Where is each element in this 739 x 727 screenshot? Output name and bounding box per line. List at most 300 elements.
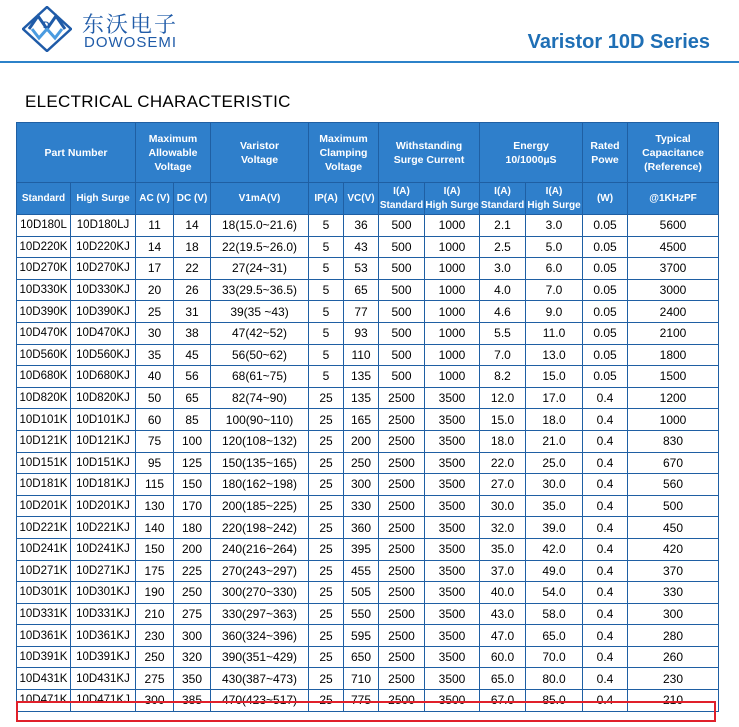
table-cell: 10D431KJ: [71, 668, 136, 690]
table-cell: 20: [136, 279, 174, 301]
table-cell: 49.0: [526, 560, 583, 582]
table-cell: 10D680KJ: [71, 366, 136, 388]
table-row: [17, 344, 719, 366]
table-cell: 3.0: [526, 215, 583, 237]
table-cell: 5600: [628, 215, 719, 237]
table-cell: 10D181KJ: [71, 474, 136, 496]
table-cell: 10D361K: [17, 625, 71, 647]
table-cell: 150: [174, 474, 211, 496]
table-body: [17, 215, 719, 712]
table-cell: 2500: [379, 603, 425, 625]
table-cell: 7.0: [526, 279, 583, 301]
table-cell: 10D390KJ: [71, 301, 136, 323]
table-cell: 180: [174, 517, 211, 539]
table-cell: 7.0: [480, 344, 526, 366]
table-cell: 47.0: [480, 625, 526, 647]
table-cell: 58.0: [526, 603, 583, 625]
table-cell: 0.4: [583, 646, 628, 668]
table-cell: 280: [628, 625, 719, 647]
table-cell: 450: [628, 517, 719, 539]
table-row: [17, 258, 719, 280]
table-cell: 60: [136, 409, 174, 431]
table-cell: 200: [174, 538, 211, 560]
subheader-vc: VC(V): [344, 183, 379, 215]
subheader-high-surge: High Surge: [71, 183, 136, 215]
subheader-energy-standard-unit: I(A): [494, 185, 511, 197]
table-cell: 32.0: [480, 517, 526, 539]
table-cell: 1200: [628, 387, 719, 409]
table-cell: 25: [309, 495, 344, 517]
subheader-surge-standard: [379, 183, 425, 215]
table-row: [17, 236, 719, 258]
table-cell: 135: [344, 366, 379, 388]
table-row: [17, 430, 719, 452]
table-cell: 22(19.5~26.0): [211, 236, 309, 258]
table-cell: 5.0: [526, 236, 583, 258]
table-cell: 3.0: [480, 258, 526, 280]
table-cell: 350: [174, 668, 211, 690]
table-cell: 500: [379, 366, 425, 388]
table-row: [17, 301, 719, 323]
table-cell: 0.4: [583, 409, 628, 431]
table-cell: 3500: [425, 603, 480, 625]
table-cell: 150(135~165): [211, 452, 309, 474]
table-cell: 25.0: [526, 452, 583, 474]
table-cell: 31: [174, 301, 211, 323]
table-cell: 3500: [425, 452, 480, 474]
table-cell: 10D201K: [17, 495, 71, 517]
table-cell: 25: [309, 690, 344, 712]
table-cell: 0.4: [583, 625, 628, 647]
table-cell: 10D331KJ: [71, 603, 136, 625]
header-surge-current: Withstanding Surge Current: [379, 123, 480, 183]
table-cell: 39.0: [526, 517, 583, 539]
table-cell: 10D151KJ: [71, 452, 136, 474]
brand-english-name: DOWOSEMI: [84, 34, 177, 51]
table-cell: 10D680K: [17, 366, 71, 388]
table-cell: 455: [344, 560, 379, 582]
table-cell: 275: [136, 668, 174, 690]
table-cell: 220(198~242): [211, 517, 309, 539]
table-cell: 6.0: [526, 258, 583, 280]
header-part-number: Part Number: [17, 123, 136, 183]
svg-text:D: D: [43, 20, 50, 30]
table-cell: 250: [174, 582, 211, 604]
table-cell: 10D270K: [17, 258, 71, 280]
table-cell: 25: [309, 474, 344, 496]
table-cell: 10D220K: [17, 236, 71, 258]
table-cell: 10D301KJ: [71, 582, 136, 604]
subheader-watts: (W): [583, 183, 628, 215]
table-cell: 47(42~52): [211, 322, 309, 344]
table-cell: 775: [344, 690, 379, 712]
table-cell: 100(90~110): [211, 409, 309, 431]
table-cell: 3500: [425, 668, 480, 690]
table-cell: 170: [174, 495, 211, 517]
table-cell: 2500: [379, 452, 425, 474]
table-cell: 25: [309, 582, 344, 604]
table-cell: 65.0: [526, 625, 583, 647]
table-row: [17, 668, 719, 690]
table-cell: 3500: [425, 474, 480, 496]
table-cell: 120(108~132): [211, 430, 309, 452]
table-cell: 40: [136, 366, 174, 388]
subheader-energy-high-label: High Surge: [527, 199, 581, 211]
table-cell: 2500: [379, 430, 425, 452]
table-cell: 10D121K: [17, 430, 71, 452]
table-cell: 9.0: [526, 301, 583, 323]
table-cell: 165: [344, 409, 379, 431]
table-cell: 21.0: [526, 430, 583, 452]
table-cell: 150: [136, 538, 174, 560]
table-cell: 37.0: [480, 560, 526, 582]
table-cell: 10D151K: [17, 452, 71, 474]
page-header: [0, 0, 739, 62]
table-cell: 25: [309, 538, 344, 560]
table-cell: 1000: [628, 409, 719, 431]
table-cell: 10D331K: [17, 603, 71, 625]
table-cell: 0.4: [583, 560, 628, 582]
table-cell: 10D270KJ: [71, 258, 136, 280]
table-cell: 25: [309, 560, 344, 582]
table-cell: 2500: [379, 668, 425, 690]
table-cell: 0.4: [583, 387, 628, 409]
table-cell: 0.4: [583, 582, 628, 604]
table-cell: 200: [344, 430, 379, 452]
table-cell: 5: [309, 215, 344, 237]
table-cell: 275: [174, 603, 211, 625]
table-cell: 330: [628, 582, 719, 604]
table-cell: 15.0: [526, 366, 583, 388]
table-cell: 93: [344, 322, 379, 344]
table-cell: 10D271K: [17, 560, 71, 582]
table-cell: 5: [309, 258, 344, 280]
table-row: [17, 474, 719, 496]
table-cell: 250: [344, 452, 379, 474]
table-cell: 500: [379, 236, 425, 258]
table-cell: 0.05: [583, 366, 628, 388]
table-cell: 240(216~264): [211, 538, 309, 560]
table-cell: 25: [309, 646, 344, 668]
table-cell: 1500: [628, 366, 719, 388]
table-cell: 370: [628, 560, 719, 582]
table-cell: 67.0: [480, 690, 526, 712]
table-cell: 10D301K: [17, 582, 71, 604]
table-cell: 300: [136, 690, 174, 712]
table-cell: 10D820K: [17, 387, 71, 409]
table-row: [17, 646, 719, 668]
table-cell: 15.0: [480, 409, 526, 431]
table-cell: 830: [628, 430, 719, 452]
table-cell: 35: [136, 344, 174, 366]
table-cell: 300: [174, 625, 211, 647]
table-cell: 25: [309, 668, 344, 690]
table-cell: 5: [309, 366, 344, 388]
subheader-energy-high-unit: I(A): [545, 185, 563, 197]
table-cell: 18(15.0~21.6): [211, 215, 309, 237]
table-row: [17, 603, 719, 625]
table-cell: 500: [628, 495, 719, 517]
table-cell: 250: [136, 646, 174, 668]
table-cell: 200(185~225): [211, 495, 309, 517]
table-cell: 4500: [628, 236, 719, 258]
header-energy: Energy 10/1000µS: [480, 123, 583, 183]
table-cell: 10D241KJ: [71, 538, 136, 560]
table-row: [17, 322, 719, 344]
table-row: [17, 582, 719, 604]
table-cell: 14: [136, 236, 174, 258]
subheader-surge-high: [425, 183, 480, 215]
table-cell: 10D391KJ: [71, 646, 136, 668]
table-cell: 0.4: [583, 452, 628, 474]
subheader-energy-high: [526, 183, 583, 215]
subheader-dc: DC (V): [174, 183, 211, 215]
table-cell: 30.0: [480, 495, 526, 517]
table-row: [17, 538, 719, 560]
table-cell: 10D470KJ: [71, 322, 136, 344]
table-cell: 2500: [379, 646, 425, 668]
table-cell: 650: [344, 646, 379, 668]
table-cell: 210: [628, 690, 719, 712]
table-row: [17, 495, 719, 517]
table-row: [17, 366, 719, 388]
table-cell: 140: [136, 517, 174, 539]
subheader-frequency: @1KHzPF: [628, 183, 719, 215]
table-cell: 0.05: [583, 322, 628, 344]
table-cell: 70.0: [526, 646, 583, 668]
subheader-ac: AC (V): [136, 183, 174, 215]
table-cell: 22.0: [480, 452, 526, 474]
table-cell: 0.05: [583, 215, 628, 237]
table-cell: 17.0: [526, 387, 583, 409]
table-cell: 18: [174, 236, 211, 258]
table-cell: 0.05: [583, 301, 628, 323]
subheader-surge-high-unit: I(A): [443, 185, 461, 197]
table-cell: 225: [174, 560, 211, 582]
table-cell: 2500: [379, 560, 425, 582]
table-cell: 17: [136, 258, 174, 280]
table-cell: 25: [309, 452, 344, 474]
table-cell: 560: [628, 474, 719, 496]
table-cell: 710: [344, 668, 379, 690]
table-cell: 10D820KJ: [71, 387, 136, 409]
table-cell: 1000: [425, 279, 480, 301]
table-cell: 320: [174, 646, 211, 668]
table-cell: 110: [344, 344, 379, 366]
table-cell: 27.0: [480, 474, 526, 496]
table-cell: 2500: [379, 582, 425, 604]
table-cell: 26: [174, 279, 211, 301]
table-row: [17, 387, 719, 409]
table-cell: 0.4: [583, 517, 628, 539]
table-cell: 430(387~473): [211, 668, 309, 690]
table-cell: 595: [344, 625, 379, 647]
table-cell: 360: [344, 517, 379, 539]
table-cell: 130: [136, 495, 174, 517]
table-cell: 1000: [425, 215, 480, 237]
table-cell: 330(297~363): [211, 603, 309, 625]
table-cell: 135: [344, 387, 379, 409]
table-cell: 22: [174, 258, 211, 280]
table-cell: 1000: [425, 258, 480, 280]
table-cell: 300(270~330): [211, 582, 309, 604]
header-clamping-voltage: Maximum Clamping Voltage: [309, 123, 379, 183]
table-cell: 1800: [628, 344, 719, 366]
table-cell: 0.05: [583, 258, 628, 280]
table-cell: 8.2: [480, 366, 526, 388]
table-cell: 40.0: [480, 582, 526, 604]
table-cell: 4.6: [480, 301, 526, 323]
table-cell: 3500: [425, 690, 480, 712]
table-cell: 10D391K: [17, 646, 71, 668]
table-cell: 230: [136, 625, 174, 647]
table-cell: 1000: [425, 301, 480, 323]
table-cell: 11.0: [526, 322, 583, 344]
table-cell: 5: [309, 322, 344, 344]
table-cell: 10D471K: [17, 690, 71, 712]
table-cell: 18.0: [480, 430, 526, 452]
table-cell: 330: [344, 495, 379, 517]
series-title: Varistor 10D Series: [527, 31, 710, 53]
table-cell: 30: [136, 322, 174, 344]
table-cell: 100: [174, 430, 211, 452]
table-cell: 10D221K: [17, 517, 71, 539]
table-cell: 5: [309, 301, 344, 323]
table-row: [17, 279, 719, 301]
table-cell: 25: [309, 603, 344, 625]
table-cell: 30.0: [526, 474, 583, 496]
table-cell: 14: [174, 215, 211, 237]
table-cell: 3000: [628, 279, 719, 301]
table-cell: 25: [309, 625, 344, 647]
header-varistor-voltage: Varistor Voltage: [211, 123, 309, 183]
table-cell: 2500: [379, 495, 425, 517]
table-cell: 3500: [425, 560, 480, 582]
table-cell: 180(162~198): [211, 474, 309, 496]
table-cell: 0.4: [583, 495, 628, 517]
table-cell: 505: [344, 582, 379, 604]
table-cell: 25: [309, 409, 344, 431]
table-cell: 39(35 ~43): [211, 301, 309, 323]
table-cell: 10D470K: [17, 322, 71, 344]
dowosemi-logo-icon: [22, 6, 72, 52]
table-cell: 2.1: [480, 215, 526, 237]
table-cell: 500: [379, 301, 425, 323]
table-cell: 3500: [425, 625, 480, 647]
table-row: [17, 452, 719, 474]
table-cell: 1000: [425, 236, 480, 258]
table-cell: 36: [344, 215, 379, 237]
table-cell: 10D560KJ: [71, 344, 136, 366]
subheader-energy-standard: [480, 183, 526, 215]
table-cell: 56(50~62): [211, 344, 309, 366]
table-cell: 3500: [425, 409, 480, 431]
table-cell: 10D330K: [17, 279, 71, 301]
table-cell: 2400: [628, 301, 719, 323]
table-cell: 2500: [379, 409, 425, 431]
table-cell: 0.4: [583, 603, 628, 625]
header-capacitance: Typical Capacitance (Reference): [628, 123, 719, 183]
table-cell: 68(61~75): [211, 366, 309, 388]
subheader-ip: IP(A): [309, 183, 344, 215]
subheader-surge-standard-label: Standard: [379, 199, 424, 211]
table-cell: 2500: [379, 517, 425, 539]
table-cell: 18.0: [526, 409, 583, 431]
table-cell: 43.0: [480, 603, 526, 625]
table-cell: 45: [174, 344, 211, 366]
electrical-characteristics-table: [16, 122, 719, 712]
table-cell: 13.0: [526, 344, 583, 366]
table-cell: 1000: [425, 322, 480, 344]
table-cell: 175: [136, 560, 174, 582]
table-cell: 10D431K: [17, 668, 71, 690]
table-cell: 230: [628, 668, 719, 690]
table-cell: 10D220KJ: [71, 236, 136, 258]
subheader-surge-high-label: High Surge: [425, 199, 479, 211]
table-cell: 50: [136, 387, 174, 409]
table-cell: 500: [379, 279, 425, 301]
table-cell: 25: [309, 517, 344, 539]
table-cell: 38: [174, 322, 211, 344]
table-row: [17, 690, 719, 712]
table-cell: 210: [136, 603, 174, 625]
table-cell: 35.0: [480, 538, 526, 560]
table-cell: 82(74~90): [211, 387, 309, 409]
table-cell: 3500: [425, 495, 480, 517]
table-cell: 11: [136, 215, 174, 237]
table-cell: 0.4: [583, 668, 628, 690]
table-cell: 5: [309, 236, 344, 258]
table-cell: 190: [136, 582, 174, 604]
table-cell: 80.0: [526, 668, 583, 690]
table-row: [17, 409, 719, 431]
table-cell: 5.5: [480, 322, 526, 344]
table-cell: 5: [309, 344, 344, 366]
table-cell: 10D121KJ: [71, 430, 136, 452]
table-cell: 3500: [425, 430, 480, 452]
table-cell: 95: [136, 452, 174, 474]
table-cell: 2500: [379, 625, 425, 647]
table-cell: 10D181K: [17, 474, 71, 496]
table-cell: 3700: [628, 258, 719, 280]
table-cell: 0.4: [583, 690, 628, 712]
subheader-v1ma: V1mA(V): [211, 183, 309, 215]
table-cell: 300: [628, 603, 719, 625]
table-cell: 10D180LJ: [71, 215, 136, 237]
table-cell: 2.5: [480, 236, 526, 258]
table-cell: 670: [628, 452, 719, 474]
table-cell: 10D390K: [17, 301, 71, 323]
section-title: ELECTRICAL CHARACTERISTIC: [25, 92, 291, 111]
table-cell: 85.0: [526, 690, 583, 712]
table-row: [17, 625, 719, 647]
table-cell: 500: [379, 344, 425, 366]
table-cell: 75: [136, 430, 174, 452]
table-cell: 10D101K: [17, 409, 71, 431]
table-cell: 85: [174, 409, 211, 431]
table-cell: 2500: [379, 538, 425, 560]
table-cell: 500: [379, 258, 425, 280]
table-cell: 0.4: [583, 430, 628, 452]
table-cell: 10D271KJ: [71, 560, 136, 582]
table-cell: 10D241K: [17, 538, 71, 560]
table-cell: 35.0: [526, 495, 583, 517]
table-cell: 1000: [425, 344, 480, 366]
table-cell: 2500: [379, 474, 425, 496]
table-cell: 500: [379, 215, 425, 237]
table-cell: 4.0: [480, 279, 526, 301]
table-cell: 125: [174, 452, 211, 474]
